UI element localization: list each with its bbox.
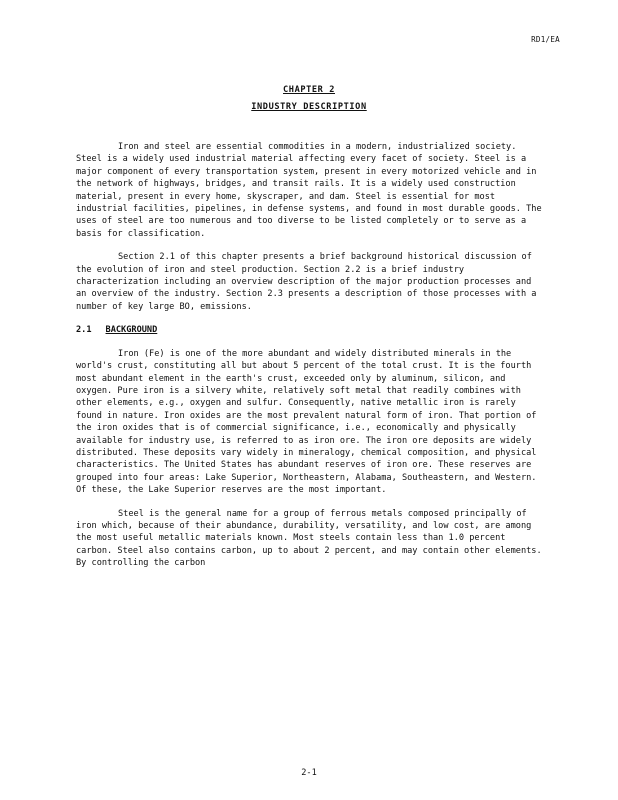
paragraph-steel: Steel is the general name for a group of ferrous metals composed principally of iron which, because of their abundance, durability, versatility, and low cost, are among the most useful metallic materials known. Most steels contain less than 1.0 percent carbon. Steel also contains carbon, up to about 2 percent, and may contain other elements. By controlling the carbon bbox=[76, 508, 542, 569]
section-number: 2.1 bbox=[76, 325, 92, 336]
body-text bbox=[76, 141, 546, 581]
page-number: 2-1 bbox=[301, 768, 317, 778]
paragraph-iron: Iron (Fe) is one of the more abundant and widely distributed minerals in the world's crust, constituting all but about 5 percent of the total crust. It is the fourth most abundant element in the earth's crust, exceeded only by aluminum, silicon, and oxygen. Pure iron is a silvery white, relatively soft metal that readily combines with other elements, e.g., oxygen and sulfur. Consequently, native metallic iron is rarely found in nature. Iron oxides are the most prevalent natural form of iron. That portion of the iron oxides that is of commercial significance, i.e., economically and physically available for industry use, is referred to as iron ore. The iron ore deposits are widely distributed. These deposits vary widely in mineralogy, chemical composition, and physical characteristics. The United States has abundant reserves of iron ore. These reserves are grouped into four areas: Lake Superior, Northeastern, Alabama, Southeastern, and Western. Of these, the Lake Superior reserves are the most important. bbox=[76, 348, 537, 496]
chapter-title: INDUSTRY DESCRIPTION bbox=[251, 102, 367, 113]
chapter-heading bbox=[0, 84, 618, 114]
paragraph-intro: Iron and steel are essential commodities in a modern, industrialized society. Steel is a widely used industrial material affecting every facet of society. Steel is a major component of every transportation system, present in every motorized vehicle and in the network of highways, bridges, and transit rails. It is a widely used construction material, present in every home, skyscraper, and dam. Steel is essential for most industrial facilities, pipelines, in defense systems, and found in most durable goods. The uses of steel are too numerous and too diverse to be listed completely or to serve as a basis for classification. bbox=[76, 142, 542, 239]
paragraph-overview: Section 2.1 of this chapter presents a brief background historical discussion of the evolution of iron and steel production. Section 2.2 is a brief industry characterization including an overview description of the major production processes and an overview of the industry. Section 2.3 presents a description of those processes with a number of key large BO, emissions. bbox=[76, 252, 537, 312]
section-title: BACKGROUND bbox=[105, 325, 158, 336]
chapter-number: CHAPTER 2 bbox=[283, 85, 335, 95]
document-id: RD1/EA bbox=[531, 35, 560, 44]
section-heading bbox=[76, 324, 546, 336]
